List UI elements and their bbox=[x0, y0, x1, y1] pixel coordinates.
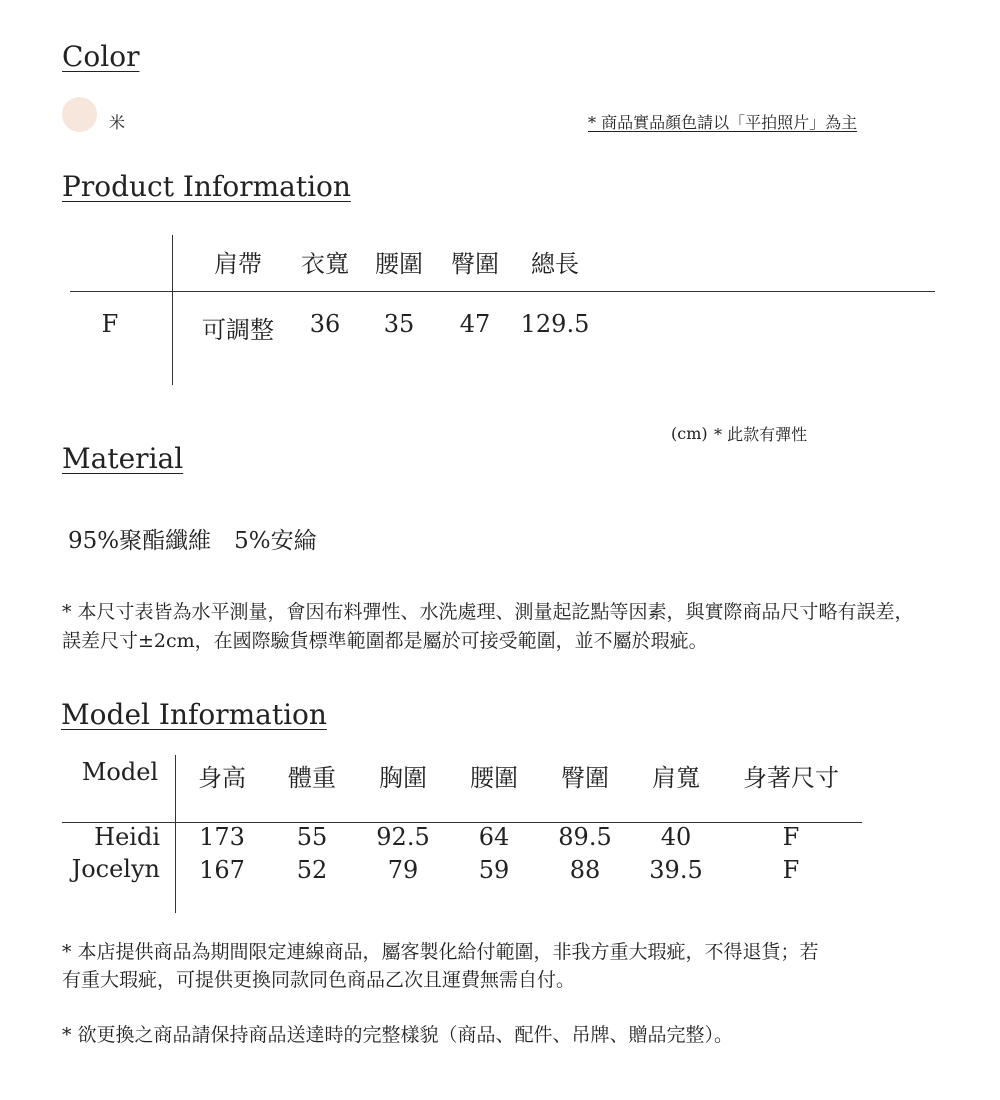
model-table-divider-vertical bbox=[175, 755, 176, 913]
product-header-hip: 臀圍 bbox=[451, 250, 499, 278]
material-composition: 95%聚酯纖維 5%安綸 bbox=[68, 528, 317, 554]
product-section-title: Product Information bbox=[62, 170, 351, 203]
product-header-width: 衣寬 bbox=[301, 250, 349, 278]
product-table-divider-horizontal bbox=[70, 291, 935, 292]
product-header-strap: 肩帶 bbox=[214, 250, 262, 278]
table-cell: 40 bbox=[660, 823, 692, 851]
model-header-weight: 體重 bbox=[288, 764, 336, 792]
elastic-note: * 此款有彈性 bbox=[714, 425, 808, 444]
product-value-waist: 35 bbox=[383, 310, 415, 338]
return-policy-line2: 有重大瑕疵，可提供更換同款同色商品乙次且運費無需自付。 bbox=[62, 969, 576, 991]
model-header-height: 身高 bbox=[198, 764, 246, 792]
color-swatch-label: 米 bbox=[109, 113, 126, 132]
table-cell: 167 bbox=[199, 856, 245, 884]
table-cell: 89.5 bbox=[558, 823, 612, 851]
product-value-width: 36 bbox=[309, 310, 341, 338]
unit-note: (cm) bbox=[671, 424, 708, 443]
table-cell: 39.5 bbox=[649, 856, 703, 884]
model-header-shoulder: 肩寬 bbox=[652, 764, 700, 792]
table-cell: 55 bbox=[296, 823, 328, 851]
exchange-condition-note: * 欲更換之商品請保持商品送達時的完整樣貌（商品、配件、吊牌、贈品完整）。 bbox=[62, 1024, 734, 1046]
table-cell: 88 bbox=[569, 856, 601, 884]
color-notice: * 商品實品顏色請以「平拍照片」為主 bbox=[588, 113, 858, 132]
product-header-length: 總長 bbox=[531, 250, 579, 278]
model-section-title: Model Information bbox=[61, 698, 327, 731]
measurement-note-line2: 誤差尺寸±2cm，在國際驗貨標準範圍都是屬於可接受範圍，並不屬於瑕疵。 bbox=[62, 630, 708, 652]
table-cell: 64 bbox=[478, 823, 510, 851]
material-section-title: Material bbox=[62, 442, 184, 475]
product-value-hip: 47 bbox=[459, 310, 491, 338]
product-table-divider-vertical bbox=[172, 235, 173, 385]
table-cell: 173 bbox=[199, 823, 245, 851]
model-name-jocelyn: Jocelyn bbox=[71, 855, 160, 883]
product-header-waist: 腰圍 bbox=[375, 250, 423, 278]
product-value-length: 129.5 bbox=[520, 310, 590, 338]
measurement-note-line1: * 本尺寸表皆為水平測量，會因布料彈性、水洗處理、測量起訖點等因素，與實際商品尺寸略有誤差， bbox=[62, 601, 914, 623]
table-cell: 59 bbox=[478, 856, 510, 884]
model-header-bust: 胸圍 bbox=[379, 764, 427, 792]
table-cell: 79 bbox=[387, 856, 419, 884]
model-header-waist: 腰圍 bbox=[470, 764, 518, 792]
table-cell: 52 bbox=[296, 856, 328, 884]
model-name-heidi: Heidi bbox=[94, 823, 160, 851]
model-header-size-worn: 身著尺寸 bbox=[743, 764, 839, 792]
table-cell: F bbox=[782, 856, 800, 884]
table-cell: F bbox=[782, 823, 800, 851]
return-policy-line1: * 本店提供商品為期間限定連線商品，屬客製化給付範圍，非我方重大瑕疵，不得退貨；若 bbox=[62, 941, 819, 963]
product-row-size: F bbox=[101, 310, 119, 338]
color-section-title: Color bbox=[62, 40, 140, 73]
model-header-hip: 臀圍 bbox=[561, 764, 609, 792]
table-cell: 92.5 bbox=[376, 823, 430, 851]
product-value-strap: 可調整 bbox=[202, 316, 274, 344]
color-swatch[interactable] bbox=[62, 97, 97, 132]
model-corner-label: Model bbox=[81, 758, 159, 786]
